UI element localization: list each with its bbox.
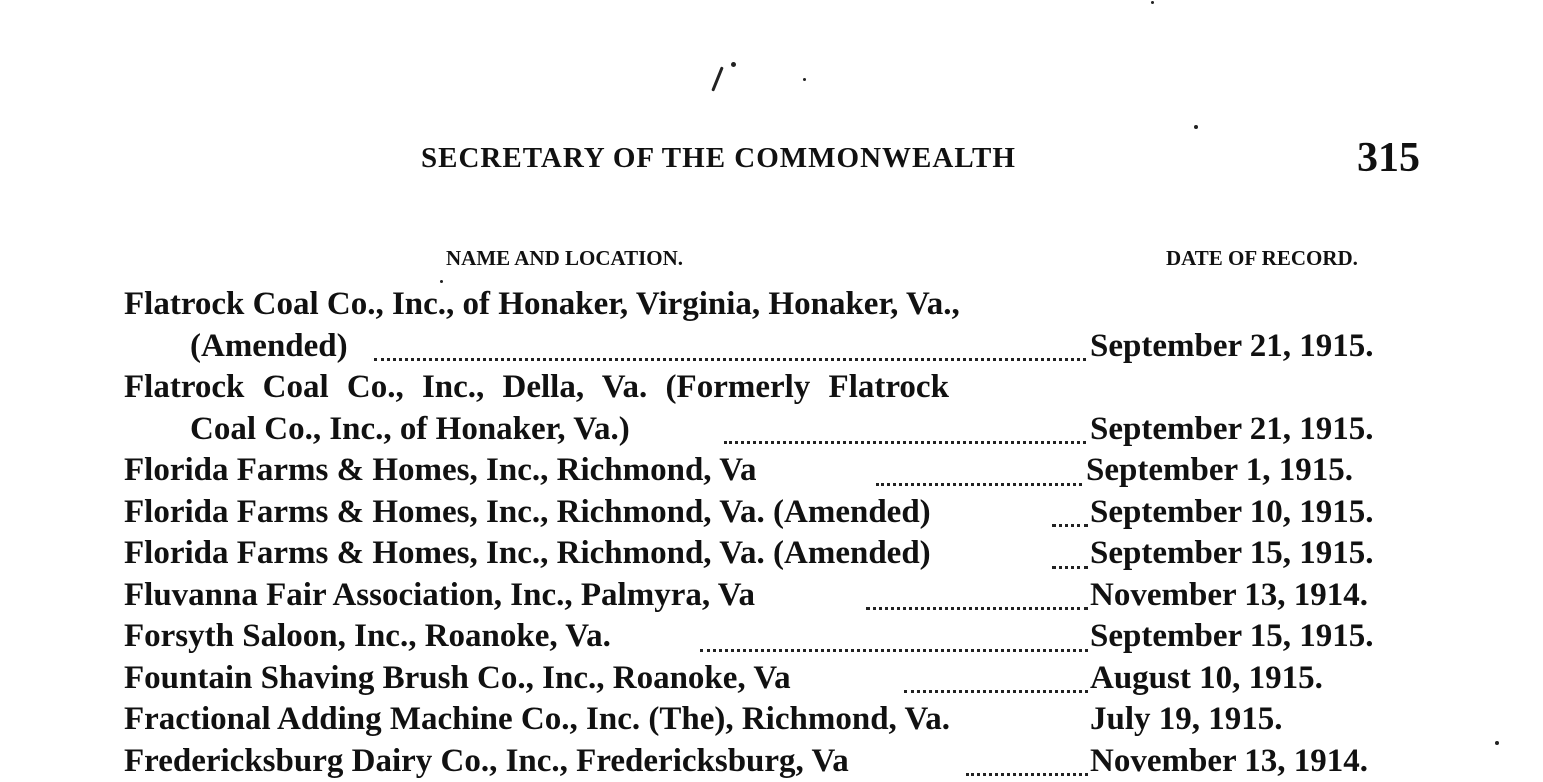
record-date: November 13, 1914. [1090,741,1368,782]
record-name: Fredericksburg Dairy Co., Inc., Fredericksburg, Va [124,741,849,782]
dot-leader [724,400,1086,445]
record-date: September 21, 1915. [1090,326,1374,368]
dot-leader [700,607,1088,652]
record-line [124,699,1414,741]
record-name: Fluvanna Fair Association, Inc., Palmyra, Va [124,575,755,617]
record-date: September 10, 1915. [1090,492,1374,534]
record-line [124,533,1414,575]
dot-leader [1052,524,1088,569]
record-line [124,616,1414,658]
dot-leader [966,732,1088,777]
page-number: 315 [1357,134,1420,182]
record-name: Fractional Adding Machine Co., Inc. (The), Richmond, Va. [124,699,950,741]
ink-speck [731,62,736,67]
ink-speck [440,280,443,283]
record-line [124,492,1414,534]
dot-leader [374,317,1086,362]
record-name: Fountain Shaving Brush Co., Inc., Roanoke, Va [124,658,791,700]
record-name: Flatrock Coal Co., Inc., of Honaker, Virginia, Honaker, Va., [124,284,960,326]
record-date: September 1, 1915. [1086,450,1353,492]
column-heading-name: NAME AND LOCATION. [446,246,683,271]
record-date: September 21, 1915. [1090,409,1374,451]
dot-leader [876,441,1082,486]
record-date: September 15, 1915. [1090,533,1374,575]
ink-speck [1151,1,1154,4]
record-name: Flatrock Coal Co., Inc., Della, Va. (Formerly Flatrock [124,367,949,409]
record-name: Florida Farms & Homes, Inc., Richmond, Va. (Amended) [124,492,931,534]
record-date: July 19, 1915. [1090,699,1283,741]
record-name: (Amended) [190,326,348,368]
ink-speck [1495,741,1499,745]
record-name: Forsyth Saloon, Inc., Roanoke, Va. [124,616,611,658]
record-name: Coal Co., Inc., of Honaker, Va.) [190,409,630,451]
record-date: September 15, 1915. [1090,616,1374,658]
dot-leader [1052,483,1088,528]
ink-speck [803,78,806,81]
record-name: Florida Farms & Homes, Inc., Richmond, Va. (Amended) [124,533,931,575]
record-date: August 10, 1915. [1090,658,1323,700]
record-name: Florida Farms & Homes, Inc., Richmond, Va [124,450,757,492]
ink-speck [1194,125,1198,129]
record-line [124,326,1414,368]
dot-leader [866,566,1088,611]
record-line [124,409,1414,451]
record-list [124,284,1414,782]
record-line [124,741,1414,782]
dot-leader [904,649,1088,694]
record-line [124,658,1414,700]
record-line [124,450,1414,492]
ink-mark [711,66,724,91]
record-date: November 13, 1914. [1090,575,1368,617]
column-heading-date: DATE OF RECORD. [1166,246,1358,271]
running-title: SECRETARY OF THE COMMONWEALTH [421,142,1016,175]
